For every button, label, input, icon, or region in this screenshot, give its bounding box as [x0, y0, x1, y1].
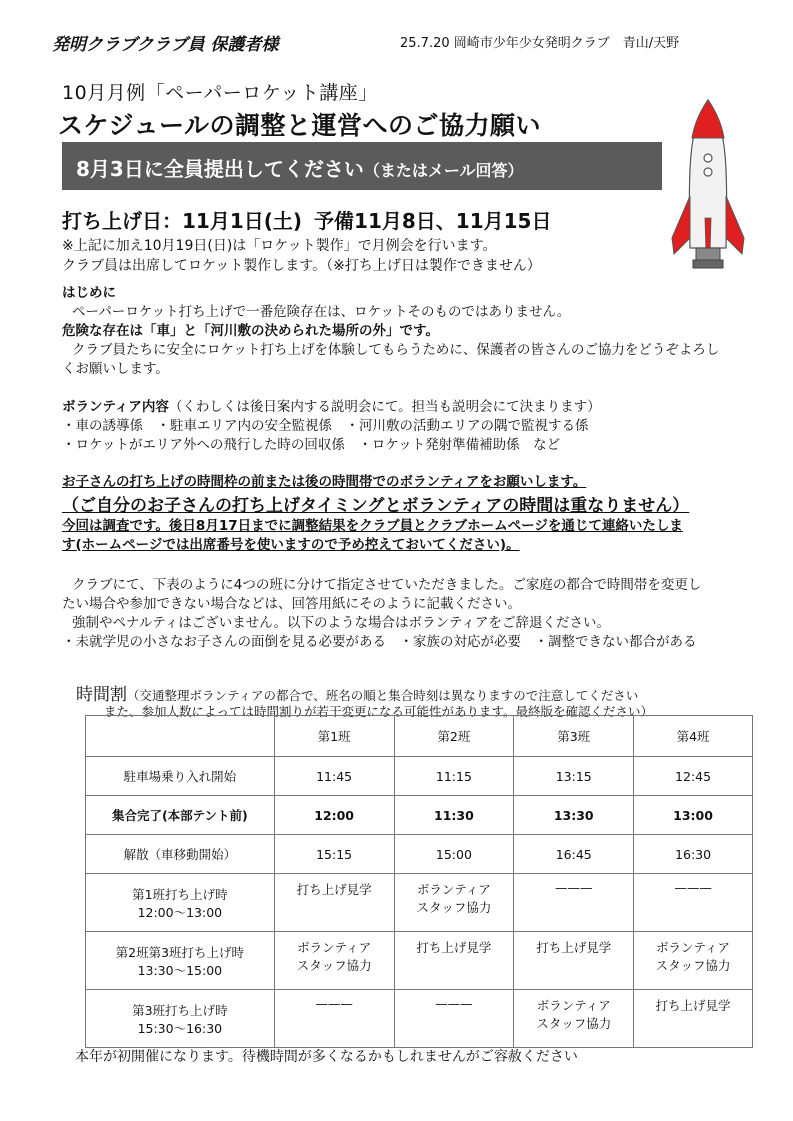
table-cell: 12:45	[634, 757, 753, 796]
table-cell: ボランティア スタッフ協力	[394, 874, 514, 932]
table-cell: ———	[634, 874, 753, 932]
reserve-dates: 予備11月8日、11月15日	[314, 209, 552, 233]
hajime-line-3: クラブ員たちに安全にロケット打ち上げを体験してもらうために、保護者の皆さんのご協力をどうぞよろし	[72, 342, 720, 358]
header-cell-empty	[86, 716, 275, 757]
header-group-4: 第4班	[634, 716, 753, 757]
table-cell: ———	[274, 990, 394, 1048]
row-label: 駐車場乗り入れ開始	[86, 757, 275, 796]
table-cell: 13:15	[514, 757, 634, 796]
table-row	[86, 757, 753, 796]
rocket-fin-left	[672, 196, 690, 254]
table-cell: 11:30	[394, 796, 514, 835]
table-cell: 打ち上げ見学	[634, 990, 753, 1048]
table-row	[86, 874, 753, 932]
volunteer-line-2: ・ロケットがエリア外への飛行した時の回収係 ・ロケット発射準備補助係 など	[62, 437, 561, 453]
header-group-1: 第1班	[274, 716, 394, 757]
header-group-3: 第3班	[514, 716, 634, 757]
timetable-note-1: （交通整理ボランティアの都合で、班名の順と集合時刻は異なりますので注意してください	[127, 688, 639, 703]
table-header-row	[86, 716, 753, 757]
table-cell: ボランティア スタッフ協力	[514, 990, 634, 1048]
deadline-banner	[62, 142, 662, 190]
hajime-heading: はじめに	[62, 285, 116, 301]
volunteer-note: （くわしくは後日案内する説明会にて。担当も説明会にて決まります）	[168, 399, 601, 415]
table-cell: ———	[514, 874, 634, 932]
table-cell: 11:45	[274, 757, 394, 796]
table-cell: 打ち上げ見学	[514, 932, 634, 990]
intro-line-1: ※上記に加え10月19日(日)は「ロケット製作」で月例会を行います。	[62, 238, 497, 254]
row-label: 第1班打ち上げ時 12:00〜13:00	[86, 874, 275, 932]
footer-note: 本年が初開催になります。待機時間が多くなるかもしれませんがご容赦ください	[75, 1049, 578, 1065]
timetable-note-2: また、参加人数によっては時間割りが若干変更になる可能性があります。最終版を確認ください）	[104, 704, 654, 719]
hajime-line-4: くお願いします。	[62, 361, 169, 377]
request-line-4: す(ホームページでは出席番号を使いますので予め控えておいてください)。	[62, 537, 520, 553]
table-row	[86, 835, 753, 874]
table-cell: ———	[394, 990, 514, 1048]
club-line-2: たい場合や参加できない場合などは、回答用紙にそのように記載ください。	[62, 596, 521, 612]
table-row	[86, 932, 753, 990]
table-cell: 11:15	[394, 757, 514, 796]
header-group-2: 第2班	[394, 716, 514, 757]
volunteer-heading-row	[62, 397, 601, 417]
hajime-line-2: 危険な存在は「車」と「河川敷の決められた場所の外」です。	[62, 323, 439, 339]
table-cell: 打ち上げ見学	[274, 874, 394, 932]
rocket-nose	[692, 100, 724, 138]
table-cell: 16:30	[634, 835, 753, 874]
table-cell: 16:45	[514, 835, 634, 874]
table-row	[86, 990, 753, 1048]
launch-dates	[62, 205, 563, 234]
deadline-alt: （またはメール回答）	[363, 161, 524, 180]
subtitle: 10月月例「ペーパーロケット講座」	[62, 82, 378, 104]
table-cell: 12:00	[274, 796, 394, 835]
rocket-icon	[668, 98, 748, 276]
club-line-3: 強制やペナルティはございません。以下のような場合はボランティアをご辞退ください。	[72, 615, 610, 631]
rocket-fin-right	[726, 196, 744, 254]
recipient-header: 発明クラブクラブ員 保護者様	[52, 35, 279, 55]
timetable-title: 時間割	[76, 685, 127, 705]
table-cell: 打ち上げ見学	[394, 932, 514, 990]
request-line-2: （ご自分のお子さんの打ち上げタイミングとボランティアの時間は重なりません）	[62, 496, 690, 516]
schedule-table	[85, 715, 753, 1048]
volunteer-line-1: ・車の誘導係 ・駐車エリア内の安全監視係 ・河川敷の活動エリアの隅で監視する係	[62, 418, 589, 434]
table-cell: 15:00	[394, 835, 514, 874]
table-cell: ボランティア スタッフ協力	[274, 932, 394, 990]
row-label: 解散（車移動開始）	[86, 835, 275, 874]
club-line-4: ・未就学児の小さなお子さんの面倒を見る必要がある ・家族の対応が必要 ・調整できない都合がある	[62, 634, 697, 650]
volunteer-heading: ボランティア内容	[62, 399, 169, 415]
intro-line-2: クラブ員は出席してロケット製作します。（※打ち上げ日は製作できません）	[62, 258, 541, 274]
table-cell: 13:30	[514, 796, 634, 835]
row-label: 第3班打ち上げ時 15:30〜16:30	[86, 990, 275, 1048]
launch-date: 打ち上げ日：11月1日(土)	[62, 209, 303, 233]
request-line-1: お子さんの打ち上げの時間枠の前または後の時間帯でのボランティアをお願いします。	[62, 474, 587, 490]
table-cell: 13:00	[634, 796, 753, 835]
table-cell: 15:15	[274, 835, 394, 874]
club-line-1: クラブにて、下表のように4つの班に分けて指定させていただきました。ご家庭の都合で時間帯を変更し	[72, 577, 702, 593]
request-line-3: 今回は調査です。後日8月17日までに調整結果をクラブ員とクラブホームページを通じて連絡いたしま	[62, 518, 683, 534]
row-label: 第2班第3班打ち上げ時 13:30〜15:00	[86, 932, 275, 990]
row-label: 集合完了(本部テント前)	[86, 796, 275, 835]
date-organizer: 25.7.20 岡崎市少年少女発明クラブ 青山/天野	[400, 36, 680, 51]
table-row	[86, 796, 753, 835]
page-title: スケジュールの調整と運営へのご協力願い	[58, 111, 542, 140]
hajime-line-1: ペーパーロケット打ち上げで一番危険存在は、ロケットそのものではありません。	[72, 304, 571, 320]
table-cell: ボランティア スタッフ協力	[634, 932, 753, 990]
deadline-text: 8月3日に全員提出してください	[76, 157, 364, 181]
